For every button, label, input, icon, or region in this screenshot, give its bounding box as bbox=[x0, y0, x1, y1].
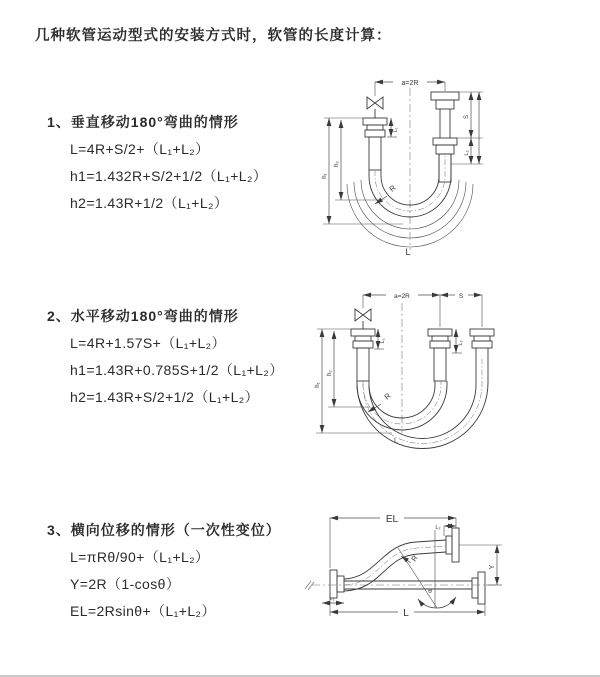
dim-label-l1: L₁ bbox=[380, 338, 386, 344]
section-2-heading: 2、水平移动180°弯曲的情形 bbox=[47, 308, 239, 324]
section-1-formula-h1: h1=1.432R+S/2+1/2（L₁+L₂） bbox=[70, 168, 268, 184]
section-2-formula-h1: h1=1.43R+0.785S+1/2（L₁+L₂） bbox=[70, 362, 284, 378]
section-1-formula-L: L=4R+S/2+（L₁+L₂） bbox=[70, 141, 210, 157]
dim-label-h1: h₁ bbox=[322, 173, 328, 179]
dim-label-length: L bbox=[403, 608, 409, 619]
dim-label-l1: L₁ bbox=[329, 596, 335, 602]
dim-label-l2: L₂ bbox=[464, 150, 470, 156]
dim-label-el: EL bbox=[385, 514, 399, 525]
lower-right-flange bbox=[472, 572, 485, 604]
section-3-formula-L: L=πRθ/90+（L₁+L₂） bbox=[70, 549, 210, 565]
dim-label-h2: h₂ bbox=[334, 161, 340, 167]
dim-label-h1: h₁ bbox=[315, 382, 321, 388]
left-flange bbox=[330, 570, 344, 598]
left-pipe-fitting bbox=[351, 329, 375, 381]
section-3-formula-Y: Y=2R（1-cosθ） bbox=[70, 576, 181, 592]
dim-label-radius: R bbox=[409, 553, 420, 564]
right-pipe-fitting bbox=[470, 329, 494, 359]
diagram-horizontal-180-bend bbox=[310, 283, 600, 455]
hose-curve bbox=[344, 540, 446, 591]
dim-y bbox=[459, 545, 502, 585]
middle-pipe-fitting bbox=[428, 329, 452, 381]
dim-s bbox=[440, 293, 482, 300]
left-pipe-fitting bbox=[363, 118, 387, 170]
dim-l2 bbox=[452, 329, 464, 353]
page-title: 几种软管运动型式的安装方式时，软管的长度计算： bbox=[35, 28, 392, 44]
dim-l1 bbox=[322, 596, 344, 603]
valve-icon bbox=[367, 97, 383, 118]
dim-label-length: L bbox=[394, 438, 398, 445]
dim-label-a2r: a=2R bbox=[394, 293, 410, 300]
dim-label-h2: h₂ bbox=[327, 370, 333, 376]
dim-label-s: S bbox=[464, 114, 470, 120]
dim-label-radius: R bbox=[382, 391, 393, 402]
dim-label-l2: L₂ bbox=[458, 340, 464, 346]
dim-h1-h2 bbox=[315, 329, 392, 433]
section-1-formula-h2: h2=1.43R+1/2（L₁+L₂） bbox=[70, 195, 229, 211]
break-symbol bbox=[305, 581, 314, 590]
straight-tube bbox=[312, 581, 496, 589]
dim-l1 bbox=[387, 118, 399, 137]
upper-right-flange bbox=[446, 528, 459, 562]
dim-label-length: L bbox=[405, 247, 411, 257]
diagram-lateral-displacement bbox=[298, 500, 590, 660]
valve-icon bbox=[355, 309, 371, 329]
dim-label-theta: θ bbox=[428, 588, 432, 595]
section-2-formula-L: L=4R+1.57S+（L₁+L₂） bbox=[70, 335, 226, 351]
dim-l1 bbox=[374, 329, 386, 349]
dim-label-l2: L₂ bbox=[435, 525, 441, 531]
section-3-formula-EL: EL=2Rsinθ+（L₁+L₂） bbox=[70, 603, 216, 619]
dim-radius bbox=[401, 553, 420, 563]
dim-a2r bbox=[363, 293, 440, 300]
dim-label-s: S bbox=[458, 293, 464, 300]
diagram-vertical-180-bend bbox=[313, 72, 568, 267]
dim-label-l1: L₁ bbox=[393, 127, 399, 133]
section-3-heading: 3、横向位移的情形（一次性变位） bbox=[47, 522, 281, 538]
section-1-heading: 1、垂直移动180°弯曲的情形 bbox=[47, 114, 239, 130]
dim-label-radius: R bbox=[387, 183, 398, 194]
hose-curves bbox=[357, 359, 488, 449]
dim-l2 bbox=[435, 525, 456, 536]
dim-label-y: Y bbox=[489, 564, 496, 570]
section-2-formula-h2: h2=1.43R+S/2+1/2（L₁+L₂） bbox=[70, 389, 260, 405]
dim-length bbox=[330, 598, 485, 619]
dim-s-l2 bbox=[451, 92, 483, 164]
dim-label-a2r: a=2R bbox=[401, 80, 419, 87]
